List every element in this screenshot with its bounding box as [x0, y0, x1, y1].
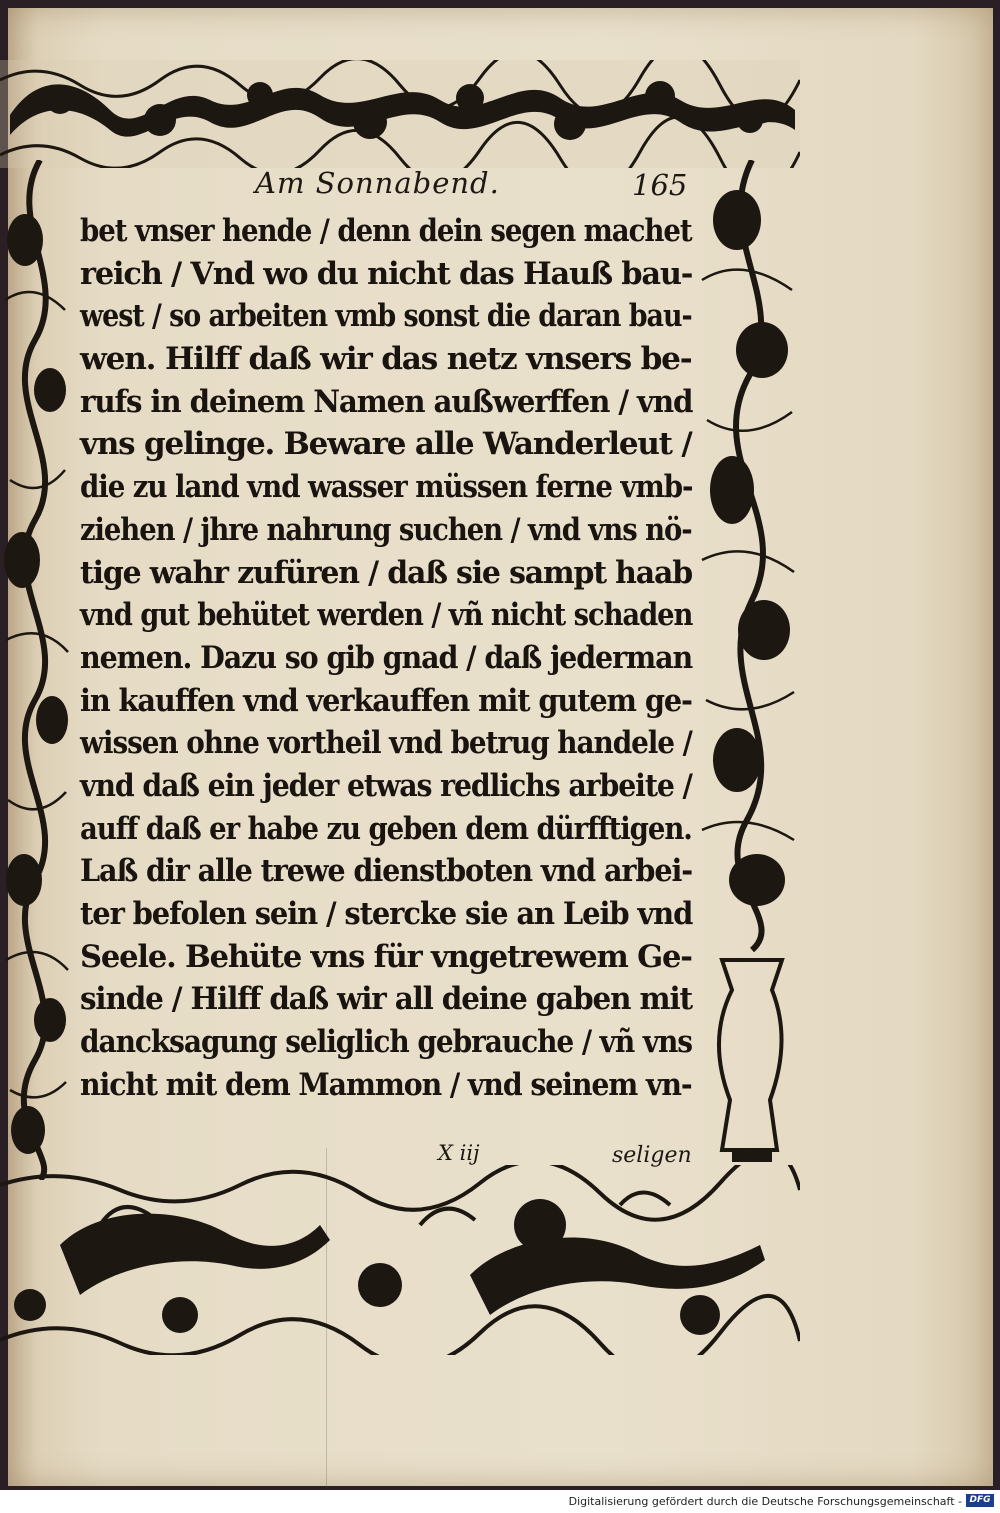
- running-head: Am Sonnabend.: [255, 166, 500, 200]
- text-line: in kauffen vnd verkauffen mit gutem ge-: [80, 682, 692, 719]
- catchword: seligen: [612, 1143, 692, 1168]
- text-line: ter befolen sein / stercke sie an Leib vnd: [80, 896, 693, 932]
- text-line: vnd gut behütet werden / vñ nicht schaden: [80, 597, 693, 634]
- text-line: wen. Hilff daß wir das netz vnsers be-: [80, 341, 692, 378]
- text-line: vnd daß ein jeder etwas redlichs arbeite /: [80, 767, 692, 804]
- text-line: west / so arbeiten vmb sonst die daran bau-: [80, 298, 692, 335]
- text-line: Laß dir alle trewe dienstboten vnd arbei-: [80, 853, 693, 890]
- text-line: tige wahr zufüren / daß sie sampt haab: [80, 554, 693, 591]
- text-line: sinde / Hilff daß wir all deine gaben mit: [80, 981, 692, 1018]
- text-line: wissen ohne vortheil vnd betrug handele /: [80, 725, 692, 762]
- text-line: die zu land vnd wasser müssen ferne vmb-: [80, 469, 693, 506]
- dfg-logo: DFG: [966, 1494, 994, 1507]
- woodcut-border-bottom: [0, 1165, 800, 1355]
- body-text: [80, 210, 692, 1106]
- text-line: ziehen / jhre nahrung suchen / vnd vns nö-: [80, 511, 692, 548]
- text-line: rufs in deinem Namen außwerffen / vnd: [80, 383, 693, 420]
- woodcut-border-left: [0, 160, 78, 1180]
- text-line: nicht mit dem Mammon / vnd seinem vn-: [80, 1066, 692, 1103]
- page-number: 165: [632, 168, 688, 202]
- signature-mark: X iij: [438, 1141, 480, 1165]
- digitization-credit: Digitalisierung gefördert durch die Deutsche Forschungsgemeinschaft -: [568, 1495, 962, 1508]
- text-line: nemen. Dazu so gib gnad / daß jederman: [80, 639, 693, 676]
- text-line: bet vnser hende / denn dein segen machet: [80, 213, 692, 249]
- text-line: dancksagung seliglich gebrauche / vñ vns: [80, 1024, 693, 1061]
- text-line: reich / Vnd wo du nicht das Hauß bau-: [80, 255, 693, 292]
- text-line: vns gelinge. Beware alle Wanderleut /: [80, 426, 692, 463]
- text-line: Seele. Behüte vns für vngetrewem Ge-: [80, 938, 692, 975]
- text-line: auff daß er habe zu geben dem dürfftigen.: [80, 810, 692, 847]
- woodcut-border-top: [0, 60, 800, 168]
- woodcut-border-right: [692, 160, 804, 1180]
